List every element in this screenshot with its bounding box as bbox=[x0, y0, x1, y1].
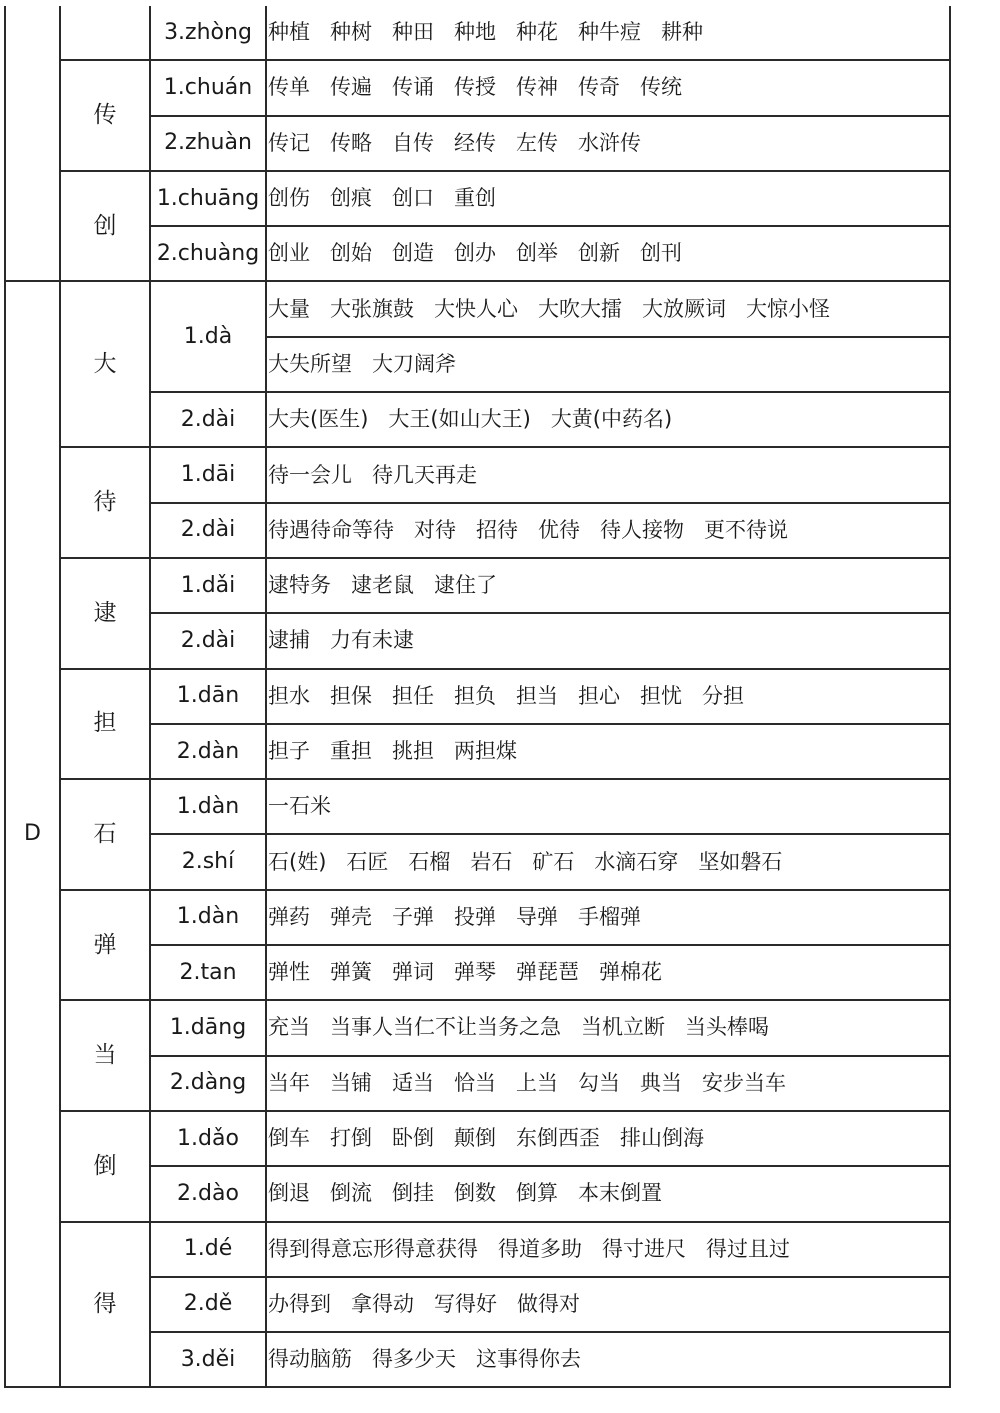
word-item: 弹壳 bbox=[330, 904, 372, 929]
word-item: 手榴弹 bbox=[578, 904, 641, 929]
word-item: 一石米 bbox=[268, 794, 331, 819]
word-item: 种田 bbox=[392, 20, 434, 45]
word-item: 传奇 bbox=[578, 75, 620, 100]
word-item: 得道多助 bbox=[498, 1236, 582, 1261]
word-item: 石匠 bbox=[346, 849, 389, 874]
word-item: 自传 bbox=[392, 130, 434, 155]
table-row bbox=[5, 779, 950, 834]
word-item: 得寸进尺 bbox=[602, 1236, 686, 1261]
word-item: 弹棉花 bbox=[599, 960, 662, 985]
word-item: 弹琴 bbox=[454, 960, 496, 985]
word-item: 担心 bbox=[578, 683, 620, 708]
word-item: 担子 bbox=[268, 739, 310, 763]
word-item: 传记 bbox=[268, 130, 310, 155]
char-cell: 倒 bbox=[60, 1111, 150, 1222]
words-cell bbox=[266, 558, 950, 613]
word-item: 更不待说 bbox=[704, 517, 788, 542]
word-item: 当头棒喝 bbox=[685, 1015, 769, 1040]
pinyin-cell: 1.chuán bbox=[150, 60, 266, 115]
word-item: 大刀阔斧 bbox=[372, 351, 456, 376]
word-item: 创新 bbox=[578, 241, 620, 266]
word-item: 创口 bbox=[392, 186, 434, 211]
table-row bbox=[5, 171, 950, 226]
word-item: 得多少天 bbox=[372, 1347, 456, 1372]
word-item: 这事得你去 bbox=[476, 1347, 581, 1372]
char-cell: 逮 bbox=[60, 558, 150, 669]
char-cell: 担 bbox=[60, 669, 150, 780]
word-item: 当铺 bbox=[330, 1070, 372, 1095]
word-item: 倒退 bbox=[268, 1181, 310, 1206]
words-cell bbox=[266, 613, 950, 668]
table-row bbox=[5, 1222, 950, 1277]
char-cell: 石 bbox=[60, 779, 150, 890]
word-item: 大快人心 bbox=[434, 296, 518, 321]
polyphone-table bbox=[4, 6, 951, 1388]
table-row bbox=[5, 60, 950, 115]
pinyin-cell: 1.dé bbox=[150, 1222, 266, 1277]
word-item: 逮特务 bbox=[268, 573, 331, 598]
word-item: 打倒 bbox=[330, 1126, 372, 1151]
word-item: 倒算 bbox=[516, 1181, 558, 1206]
pinyin-cell: 2.dě bbox=[150, 1277, 266, 1332]
table-row bbox=[5, 281, 950, 336]
pinyin-cell: 2.chuàng bbox=[150, 226, 266, 281]
word-item: 力有未逮 bbox=[330, 628, 414, 653]
word-item: 种树 bbox=[330, 20, 372, 45]
word-item: 种地 bbox=[454, 20, 496, 45]
word-item: 种牛痘 bbox=[578, 20, 641, 45]
word-item: 传统 bbox=[640, 75, 682, 100]
pinyin-cell: 1.dāi bbox=[150, 447, 266, 502]
char-cell: 得 bbox=[60, 1222, 150, 1388]
word-item: 招待 bbox=[476, 517, 518, 542]
words-cell bbox=[266, 447, 950, 502]
word-item: 倒流 bbox=[330, 1181, 372, 1206]
pinyin-cell: 3.děi bbox=[150, 1332, 266, 1387]
word-item: 得到得意忘形得意获得 bbox=[268, 1236, 478, 1261]
words-cell bbox=[266, 503, 950, 558]
char-cell: 弹 bbox=[60, 890, 150, 1001]
word-item: 石(姓) bbox=[268, 849, 327, 874]
word-item: 弹性 bbox=[268, 960, 310, 985]
pinyin-cell: 1.chuāng bbox=[150, 171, 266, 226]
words-cell bbox=[266, 116, 950, 171]
word-item: 东倒西歪 bbox=[516, 1126, 600, 1151]
word-item: 两担煤 bbox=[454, 739, 517, 763]
word-item: 担当 bbox=[516, 683, 558, 708]
table-row bbox=[5, 890, 950, 945]
word-item: 石榴 bbox=[408, 849, 451, 874]
word-item: 颠倒 bbox=[454, 1126, 496, 1151]
words-cell bbox=[266, 1277, 950, 1332]
group-letter-cell: D bbox=[5, 281, 60, 1387]
char-cell: 大 bbox=[60, 281, 150, 447]
word-item: 创痕 bbox=[330, 186, 372, 211]
word-item: 担负 bbox=[454, 683, 496, 708]
word-item: 传诵 bbox=[392, 75, 434, 100]
word-item: 待人接物 bbox=[600, 517, 684, 542]
word-item: 适当 bbox=[392, 1070, 434, 1095]
word-item: 对待 bbox=[414, 517, 456, 542]
word-item: 大夫(医生) bbox=[268, 407, 369, 432]
polyphone-sheet bbox=[4, 6, 951, 1388]
word-item: 创举 bbox=[516, 241, 558, 266]
char-cell: 传 bbox=[60, 60, 150, 171]
pinyin-cell: 1.dà bbox=[150, 281, 266, 392]
word-item: 充当 bbox=[268, 1015, 310, 1040]
word-item: 逮捕 bbox=[268, 628, 310, 653]
word-item: 大惊小怪 bbox=[746, 296, 830, 321]
words-cell bbox=[266, 392, 950, 447]
word-item: 倒车 bbox=[268, 1126, 310, 1151]
word-item: 担忧 bbox=[640, 683, 682, 708]
word-item: 创造 bbox=[392, 241, 434, 266]
word-item: 传授 bbox=[454, 75, 496, 100]
word-item: 弹簧 bbox=[330, 960, 372, 985]
pinyin-cell: 1.dāng bbox=[150, 1000, 266, 1055]
word-item: 待一会儿 bbox=[268, 462, 352, 487]
pinyin-cell: 2.zhuàn bbox=[150, 116, 266, 171]
word-item: 大吹大擂 bbox=[538, 296, 622, 321]
word-item: 排山倒海 bbox=[620, 1126, 704, 1151]
char-cell: 待 bbox=[60, 447, 150, 558]
word-item: 矿石 bbox=[532, 849, 575, 874]
word-item: 坚如磐石 bbox=[698, 849, 783, 874]
word-item: 勾当 bbox=[578, 1070, 620, 1095]
word-item: 大王(如山大王) bbox=[388, 407, 531, 432]
pinyin-cell: 2.dài bbox=[150, 503, 266, 558]
pinyin-cell: 2.dào bbox=[150, 1166, 266, 1221]
words-cell bbox=[266, 337, 950, 392]
word-item: 弹词 bbox=[392, 960, 434, 985]
word-item: 耕种 bbox=[661, 20, 703, 45]
word-item: 待几天再走 bbox=[372, 462, 477, 487]
word-item: 大黄(中药名) bbox=[550, 407, 673, 432]
words-cell bbox=[266, 1056, 950, 1111]
word-item: 当事人当仁不让当务之急 bbox=[330, 1015, 561, 1040]
word-item: 大张旗鼓 bbox=[330, 296, 414, 321]
word-item: 担保 bbox=[330, 683, 372, 708]
word-item: 创刊 bbox=[640, 241, 682, 266]
word-item: 岩石 bbox=[470, 849, 513, 874]
words-cell bbox=[266, 281, 950, 336]
pinyin-cell: 2.dàng bbox=[150, 1056, 266, 1111]
word-item: 担水 bbox=[268, 683, 310, 708]
words-cell bbox=[266, 669, 950, 724]
table-row bbox=[5, 669, 950, 724]
word-item: 经传 bbox=[454, 130, 496, 155]
word-item: 办得到 bbox=[268, 1291, 331, 1316]
word-item: 当年 bbox=[268, 1070, 310, 1095]
word-item: 恰当 bbox=[454, 1070, 496, 1095]
word-item: 创伤 bbox=[268, 186, 310, 211]
word-item: 挑担 bbox=[392, 739, 434, 763]
word-item: 传略 bbox=[330, 130, 372, 155]
word-item: 拿得动 bbox=[351, 1291, 414, 1316]
word-item: 传神 bbox=[516, 75, 558, 100]
word-item: 优待 bbox=[538, 517, 580, 542]
pinyin-cell: 1.dàn bbox=[150, 779, 266, 834]
pinyin-cell: 2.dài bbox=[150, 392, 266, 447]
pinyin-cell: 1.dàn bbox=[150, 890, 266, 945]
word-item: 分担 bbox=[702, 683, 744, 708]
word-item: 待遇待命等待 bbox=[268, 517, 394, 542]
pinyin-cell: 3.zhòng bbox=[150, 6, 266, 60]
word-item: 倒数 bbox=[454, 1181, 496, 1206]
word-item: 逮老鼠 bbox=[351, 573, 414, 598]
word-item: 大放厥词 bbox=[642, 296, 726, 321]
word-item: 得动脑筋 bbox=[268, 1347, 352, 1372]
group-letter-cell bbox=[5, 6, 60, 281]
word-item: 担任 bbox=[392, 683, 434, 708]
word-item: 创业 bbox=[268, 241, 310, 266]
word-item: 上当 bbox=[516, 1070, 558, 1095]
word-item: 逮住了 bbox=[434, 573, 497, 598]
word-item: 种花 bbox=[516, 20, 558, 45]
words-cell bbox=[266, 724, 950, 779]
word-item: 大量 bbox=[268, 296, 310, 321]
word-item: 导弹 bbox=[516, 904, 558, 929]
words-cell bbox=[266, 1166, 950, 1221]
words-cell bbox=[266, 6, 950, 60]
table-row bbox=[5, 447, 950, 502]
words-cell bbox=[266, 945, 950, 1000]
pinyin-cell: 2.shí bbox=[150, 834, 266, 889]
words-cell bbox=[266, 890, 950, 945]
word-item: 写得好 bbox=[434, 1291, 497, 1316]
words-cell bbox=[266, 1332, 950, 1387]
words-cell bbox=[266, 171, 950, 226]
word-item: 种植 bbox=[268, 20, 310, 45]
word-item: 弹琵琶 bbox=[516, 960, 579, 985]
char-cell: 当 bbox=[60, 1000, 150, 1111]
word-item: 重创 bbox=[454, 186, 496, 211]
word-item: 典当 bbox=[640, 1070, 682, 1095]
word-item: 子弹 bbox=[392, 904, 434, 929]
words-cell bbox=[266, 779, 950, 834]
pinyin-cell: 1.dǎo bbox=[150, 1111, 266, 1166]
word-item: 左传 bbox=[516, 130, 558, 155]
word-item: 安步当车 bbox=[702, 1070, 786, 1095]
word-item: 得过且过 bbox=[706, 1236, 790, 1261]
table-row bbox=[5, 1000, 950, 1055]
word-item: 传遍 bbox=[330, 75, 372, 100]
word-item: 做得对 bbox=[517, 1291, 580, 1316]
word-item: 创始 bbox=[330, 241, 372, 266]
word-item: 水浒传 bbox=[578, 130, 641, 155]
word-item: 大失所望 bbox=[268, 351, 352, 376]
char-cell: 创 bbox=[60, 171, 150, 282]
word-item: 水滴石穿 bbox=[594, 849, 679, 874]
pinyin-cell: 2.dàn bbox=[150, 724, 266, 779]
table-row bbox=[5, 558, 950, 613]
pinyin-cell: 1.dǎi bbox=[150, 558, 266, 613]
pinyin-cell: 2.tan bbox=[150, 945, 266, 1000]
word-item: 传单 bbox=[268, 75, 310, 100]
word-item: 投弹 bbox=[454, 904, 496, 929]
word-item: 弹药 bbox=[268, 904, 310, 929]
words-cell bbox=[266, 226, 950, 281]
word-item: 倒挂 bbox=[392, 1181, 434, 1206]
words-cell bbox=[266, 1111, 950, 1166]
word-item: 当机立断 bbox=[581, 1015, 665, 1040]
word-item: 本末倒置 bbox=[578, 1181, 662, 1206]
word-item: 重担 bbox=[330, 739, 372, 763]
pinyin-cell: 1.dān bbox=[150, 669, 266, 724]
words-cell bbox=[266, 1000, 950, 1055]
pinyin-cell: 2.dài bbox=[150, 613, 266, 668]
word-item: 卧倒 bbox=[392, 1126, 434, 1151]
word-item: 创办 bbox=[454, 241, 496, 266]
words-cell bbox=[266, 834, 950, 889]
table-row bbox=[5, 1111, 950, 1166]
table-row bbox=[5, 6, 950, 60]
char-cell bbox=[60, 6, 150, 60]
words-cell bbox=[266, 60, 950, 115]
words-cell bbox=[266, 1222, 950, 1277]
